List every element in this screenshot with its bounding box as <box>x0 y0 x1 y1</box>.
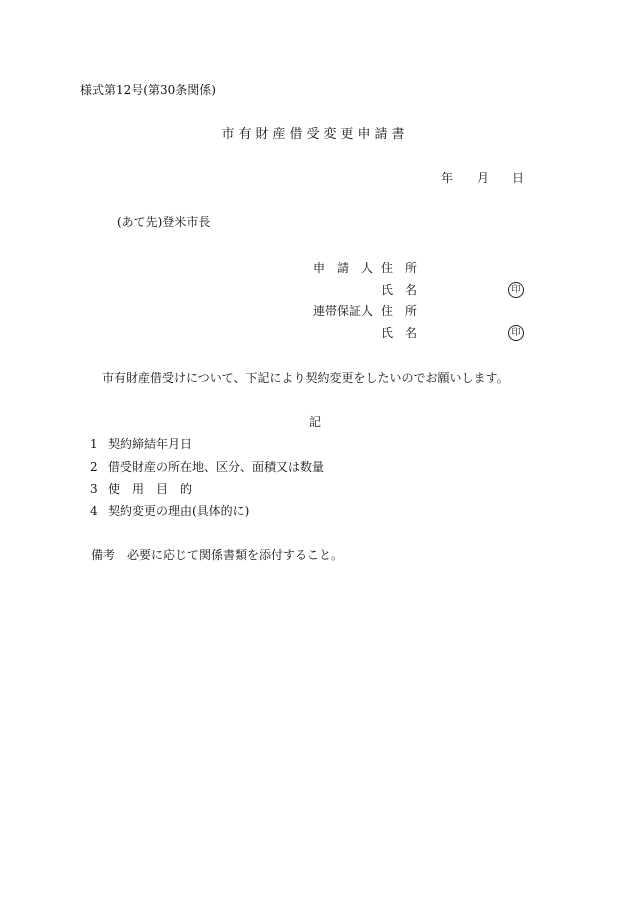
request-statement: 市有財産借受けについて、下記により契約変更をしたいのでお願いします。 <box>102 371 509 385</box>
applicant-name-label: 氏 名 <box>381 283 418 297</box>
form-number: 様式第12号(第30条関係) <box>80 83 216 97</box>
item-text: 契約変更の理由(具体的に) <box>108 504 250 518</box>
item-text: 契約締結年月日 <box>108 437 193 451</box>
document-title: 市有財産借受変更申請書 <box>221 127 409 142</box>
applicant-address-label: 住 所 <box>381 261 418 275</box>
remark-note: 備考 必要に応じて関係書類を添付すること。 <box>91 548 344 562</box>
date-day-label: 日 <box>512 171 525 185</box>
date-month-label: 月 <box>477 171 490 185</box>
item-number: 3 <box>90 482 98 496</box>
guarantor-name-label: 氏 名 <box>381 326 418 340</box>
item-number: 4 <box>90 504 98 518</box>
guarantor-seal-mark: 印 <box>508 325 524 341</box>
ki-heading: 記 <box>308 415 321 429</box>
item-number: 1 <box>90 437 98 451</box>
applicant-role-label: 申 請 人 <box>313 261 374 275</box>
item-text: 使 用 目 的 <box>108 482 193 496</box>
item-number: 2 <box>90 460 98 474</box>
guarantor-role-label: 連帯保証人 <box>313 304 374 318</box>
item-text: 借受財産の所在地、区分、面積又は数量 <box>108 460 325 474</box>
applicant-seal-mark: 印 <box>508 282 524 298</box>
guarantor-address-label: 住 所 <box>381 304 418 318</box>
date-year-label: 年 <box>441 171 454 185</box>
addressee: (あて先)登米市長 <box>117 215 211 229</box>
